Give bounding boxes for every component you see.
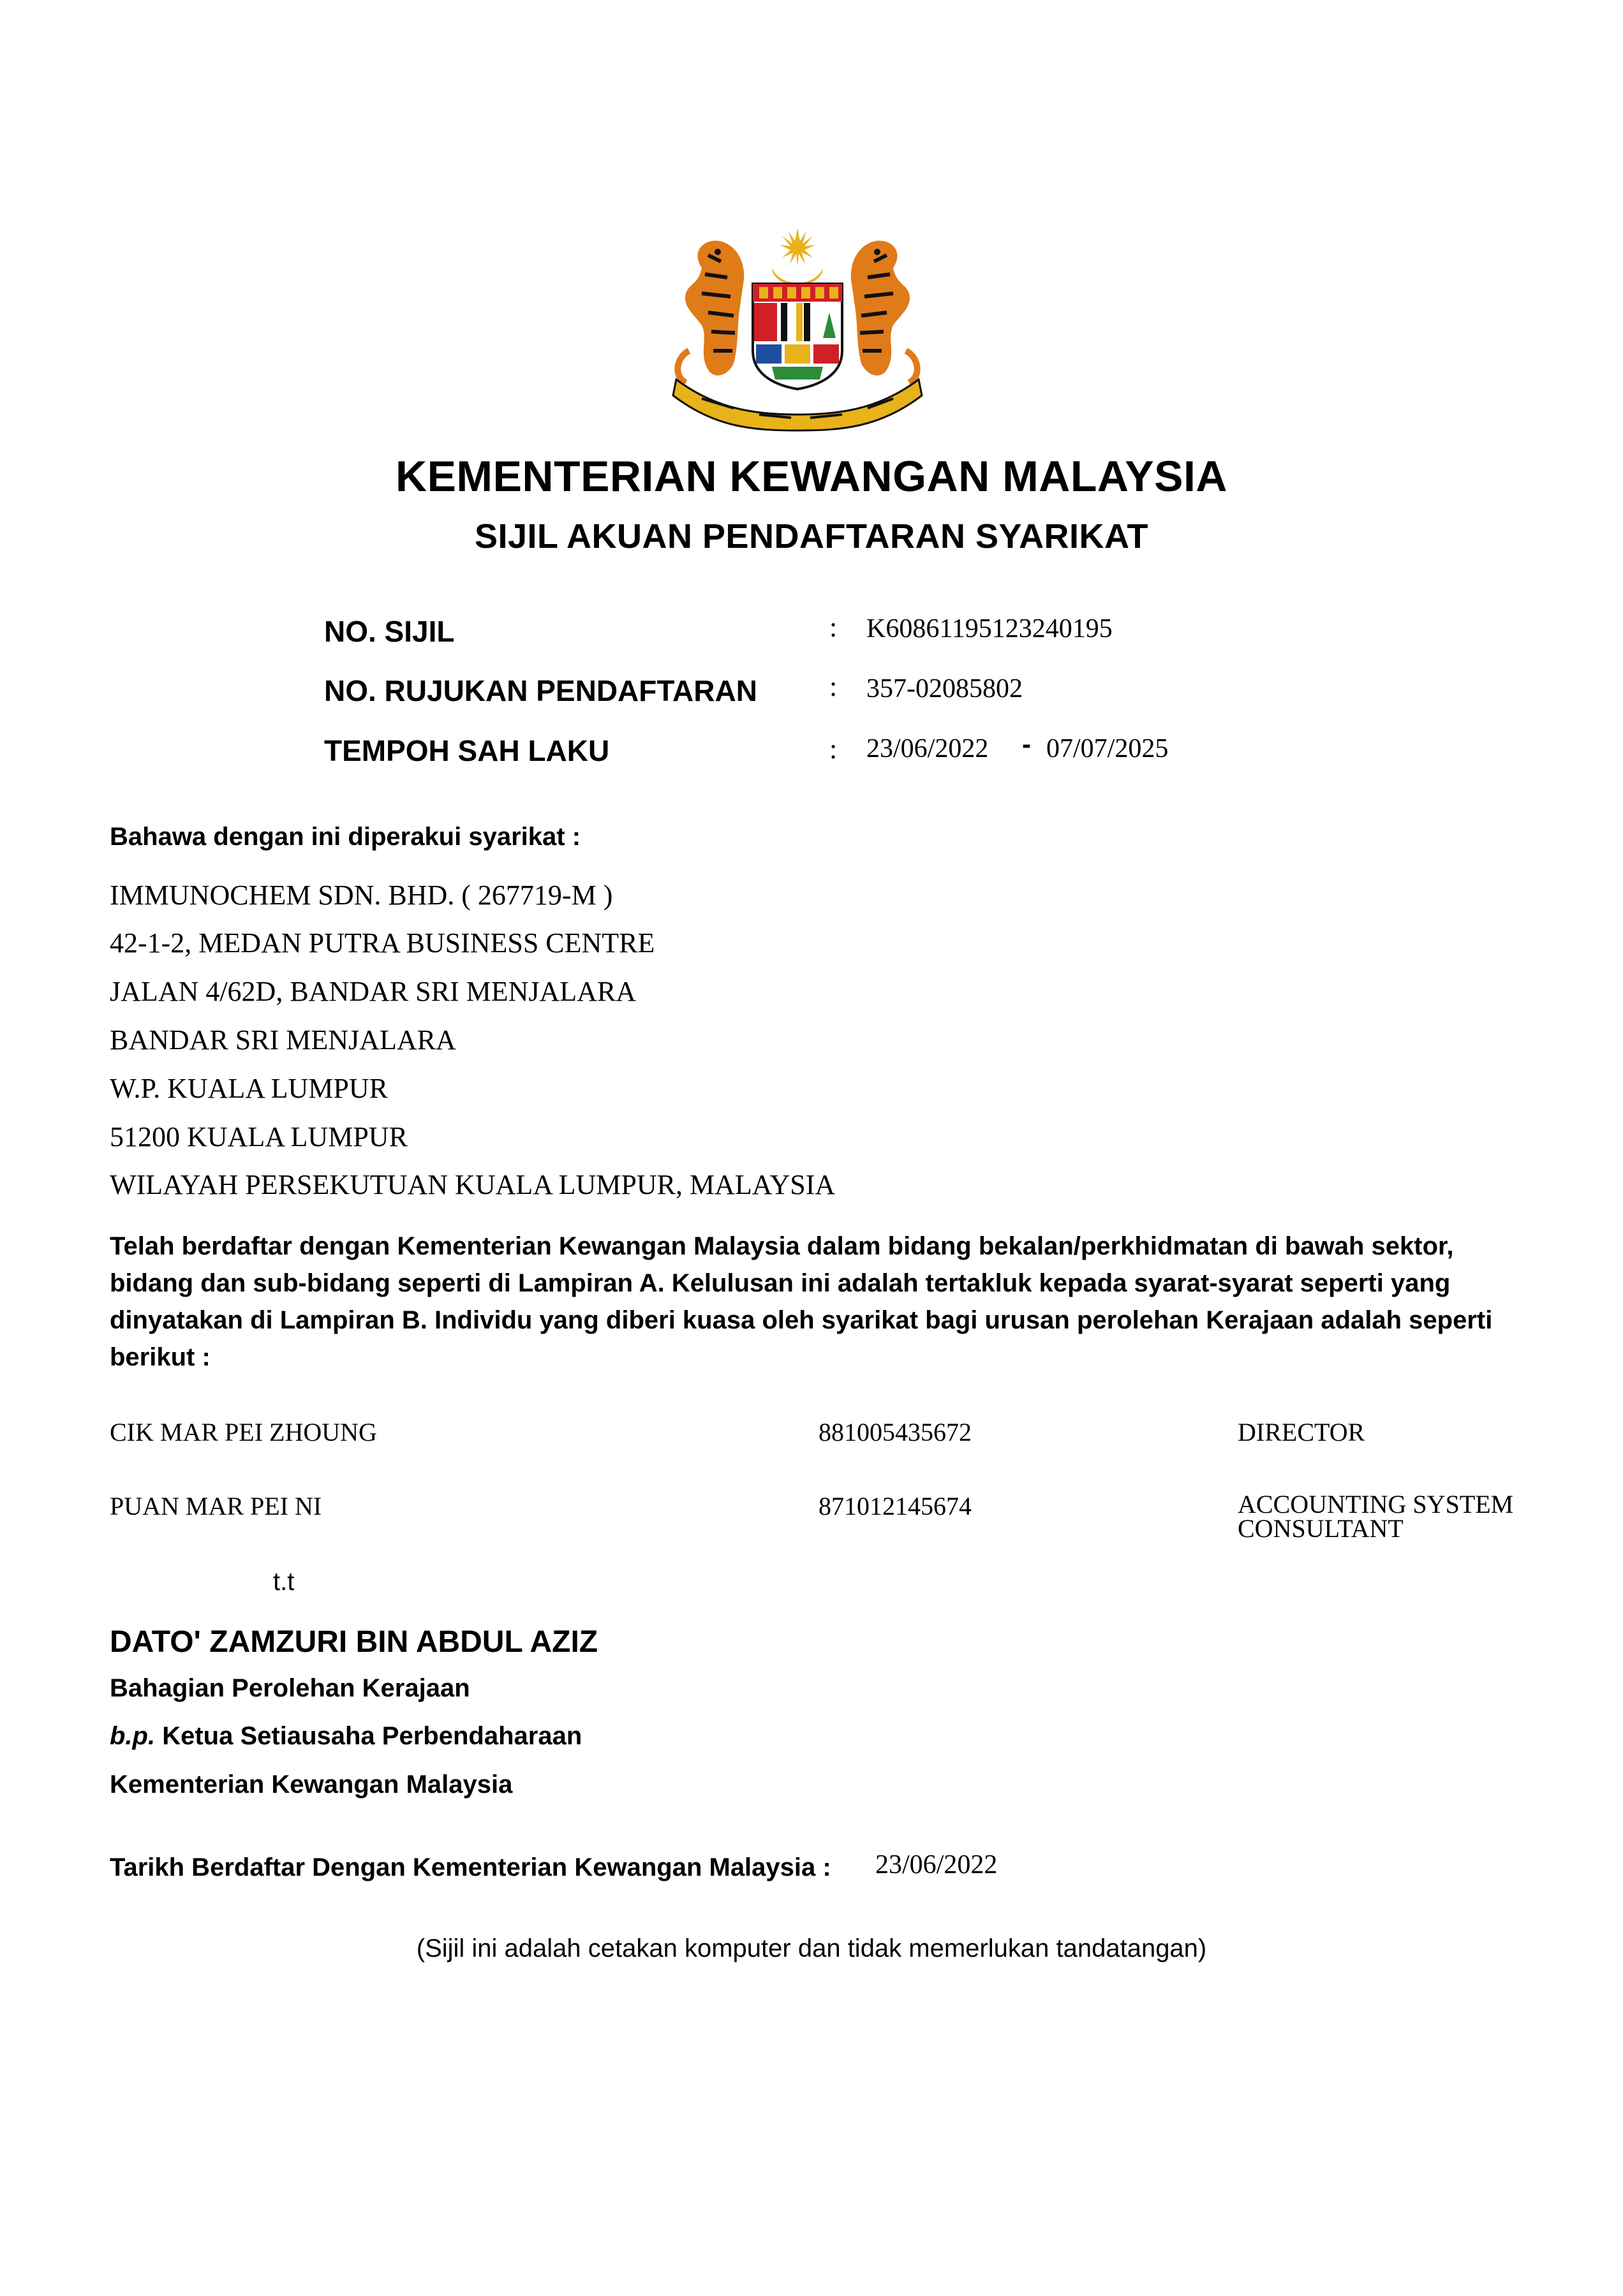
tempoh-start: 23/06/2022	[866, 734, 989, 763]
registration-date-label: Tarikh Berdaftar Dengan Kementerian Kewangan Malaysia :	[110, 1853, 831, 1881]
signatory-division: Bahagian Perolehan Kerajaan	[110, 1674, 470, 1702]
address-line: 51200 KUALA LUMPUR	[110, 1121, 408, 1152]
rujukan-colon: :	[829, 671, 838, 702]
signatory-on-behalf	[110, 1722, 582, 1751]
tt-mark: t.t	[273, 1568, 295, 1596]
rujukan-label: NO. RUJUKAN PENDAFTARAN	[324, 674, 757, 707]
person-id: 871012145674	[819, 1492, 972, 1520]
registration-date-value: 23/06/2022	[875, 1850, 998, 1880]
sijil-label: NO. SIJIL	[324, 615, 455, 648]
rujukan-value: 357-02085802	[866, 674, 1023, 703]
person-name: CIK MAR PEI ZHOUNG	[110, 1418, 377, 1446]
shield-icon	[753, 284, 842, 389]
sijil-colon: :	[829, 612, 838, 643]
tempoh-separator: -	[1022, 729, 1031, 759]
person-name: PUAN MAR PEI NI	[110, 1492, 322, 1520]
company-intro: Bahawa dengan ini diperakui syarikat :	[110, 823, 581, 851]
tempoh-label: TEMPOH SAH LAKU	[324, 734, 610, 767]
person-id: 881005435672	[819, 1418, 972, 1446]
registration-statement: Telah berdaftar dengan Kementerian Kewangan Malaysia dalam bidang bekalan/perkhidmatan di bawah sektor, bidang dan sub-bidang seperti di Lampiran A. Kelulusan ini adalah tertakluk kepada syarat-syarat seperti yang dinyatakan di Lampiran B. Individu yang diberi kuasa oleh syarikat bagi urusan perolehan Kerajaan adalah seperti berikut :	[110, 1232, 1493, 1371]
on-behalf-title: Ketua Setiausaha Perbendaharaan	[162, 1722, 582, 1750]
address-line: 42-1-2, MEDAN PUTRA BUSINESS CENTRE	[110, 927, 655, 959]
address-line: BANDAR SRI MENJALARA	[110, 1024, 456, 1056]
sijil-value: K60861195123240195	[866, 614, 1113, 644]
address-line: JALAN 4/62D, BANDAR SRI MENJALARA	[110, 976, 637, 1007]
crescent-star-icon	[772, 228, 823, 285]
computer-generated-note: (Sijil ini adalah cetakan komputer dan tidak memerlukan tandatangan)	[416, 1934, 1207, 1962]
malaysia-coat-of-arms-icon	[663, 223, 931, 434]
certificate-title: SIJIL AKUAN PENDAFTARAN SYARIKAT	[474, 517, 1149, 556]
right-tiger-icon	[851, 240, 917, 383]
left-tiger-icon	[678, 240, 744, 383]
signatory-ministry: Kementerian Kewangan Malaysia	[110, 1770, 513, 1799]
tempoh-end: 07/07/2025	[1046, 734, 1169, 763]
person-role: DIRECTOR	[1238, 1418, 1365, 1446]
address-line: WILAYAH PERSEKUTUAN KUALA LUMPUR, MALAYSIA	[110, 1169, 836, 1200]
signatory-name: DATO' ZAMZURI BIN ABDUL AZIZ	[110, 1625, 598, 1659]
address-line: W.P. KUALA LUMPUR	[110, 1073, 389, 1104]
bp-prefix: b.p.	[110, 1722, 156, 1750]
ministry-title: KEMENTERIAN KEWANGAN MALAYSIA	[395, 452, 1228, 501]
tempoh-colon: :	[829, 733, 838, 765]
company-name: IMMUNOCHEM SDN. BHD. ( 267719-M )	[110, 879, 613, 911]
person-role: ACCOUNTING SYSTEM CONSULTANT	[1238, 1490, 1514, 1543]
